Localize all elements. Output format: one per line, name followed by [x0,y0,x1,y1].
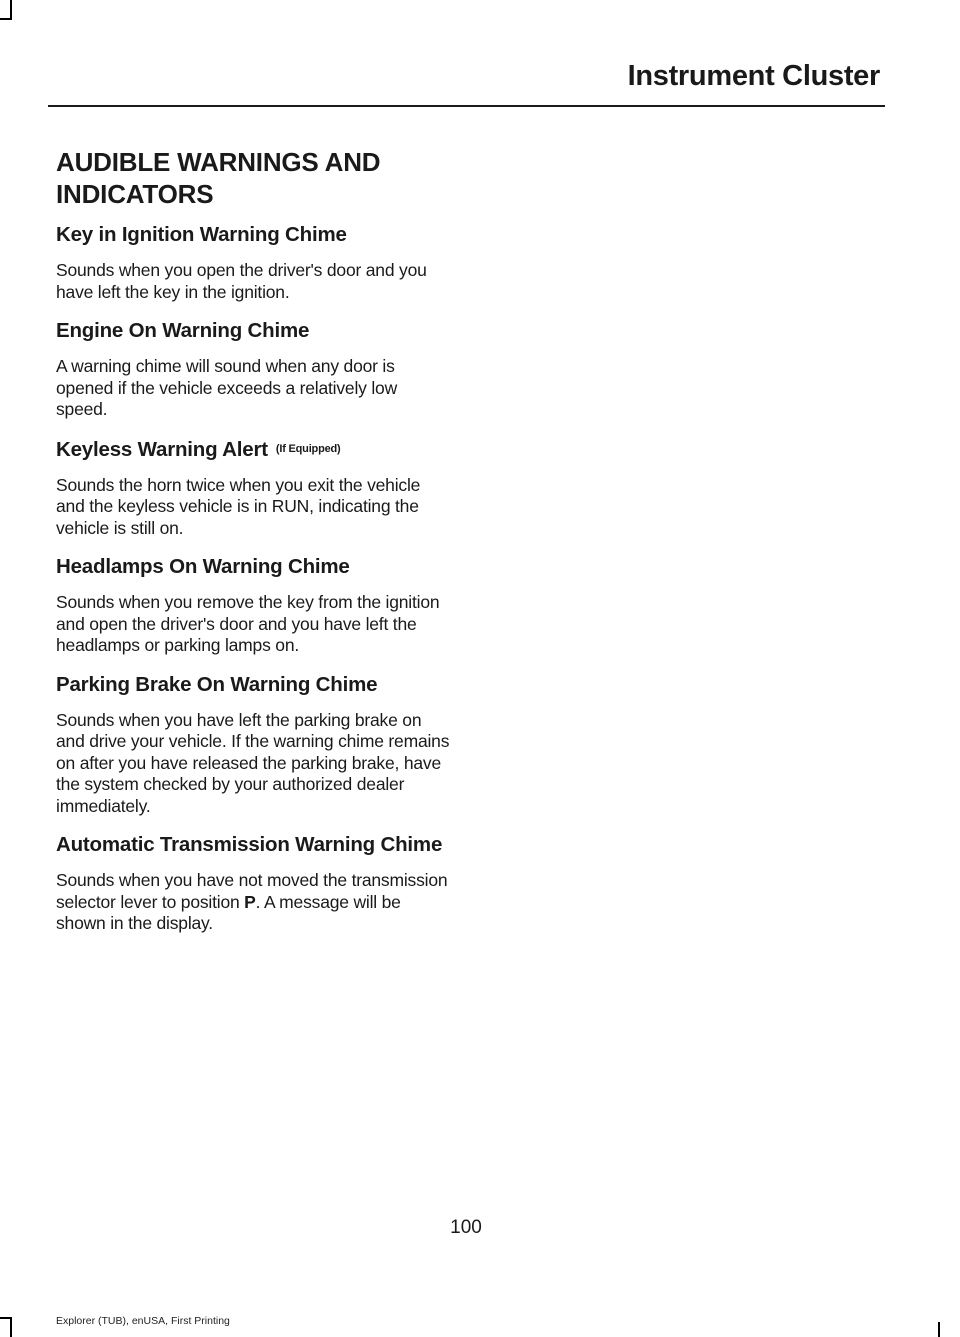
section-body: A warning chime will sound when any door is opened if the vehicle exceeds a relatively low speed. [56,356,398,419]
section-body: Sounds when you have left the parking brake on and drive your vehicle. If the warning chime remains on after you have released the parking brake, have the system checked by your authorized dealer immediately. [56,709,450,816]
section-title: Engine On Warning Chime [56,319,310,342]
main-heading: AUDIBLE WARNINGS AND INDICATORS [56,147,381,209]
header-divider [48,105,885,107]
body-text: . A message will be shown in the display. [56,891,401,933]
section-body: Sounds when you remove the key from the ignition and open the driver's door and you have left the headlamps or parking lamps on. [56,592,440,655]
position-letter: P [244,891,256,912]
section-heading [56,224,451,246]
section-title: Automatic Transmission Warning Chime [56,833,443,856]
section-body [56,870,451,935]
section-heading [56,556,451,578]
crop-mark [0,1317,12,1319]
page-number: 100 [450,1217,482,1238]
section-qualifier: (If Equipped) [275,442,341,455]
footer-text: Explorer (TUB), enUSA, First Printing [56,1315,230,1327]
page-header-title: Instrument Cluster [627,60,880,92]
crop-mark [10,0,12,20]
section-heading [56,438,451,461]
section-body: Sounds when you open the driver's door and you have left the key in the ignition. [56,260,427,302]
section-title: Headlamps On Warning Chime [56,555,350,578]
section-title: Keyless Warning Alert [56,437,268,461]
body-text: Sounds when you have not moved the transmission selector lever to position [56,870,448,912]
crop-mark [10,1317,12,1337]
section-heading [56,834,451,856]
content-column [56,146,451,952]
crop-mark [0,18,12,20]
section-title: Parking Brake On Warning Chime [56,672,378,696]
section-body: Sounds the horn twice when you exit the vehicle and the keyless vehicle is in RUN, indicating the vehicle is still on. [56,474,421,538]
section-heading [56,674,451,696]
section-heading [56,320,451,342]
section-title: Key in Ignition Warning Chime [56,223,347,246]
crop-mark [938,1322,940,1337]
